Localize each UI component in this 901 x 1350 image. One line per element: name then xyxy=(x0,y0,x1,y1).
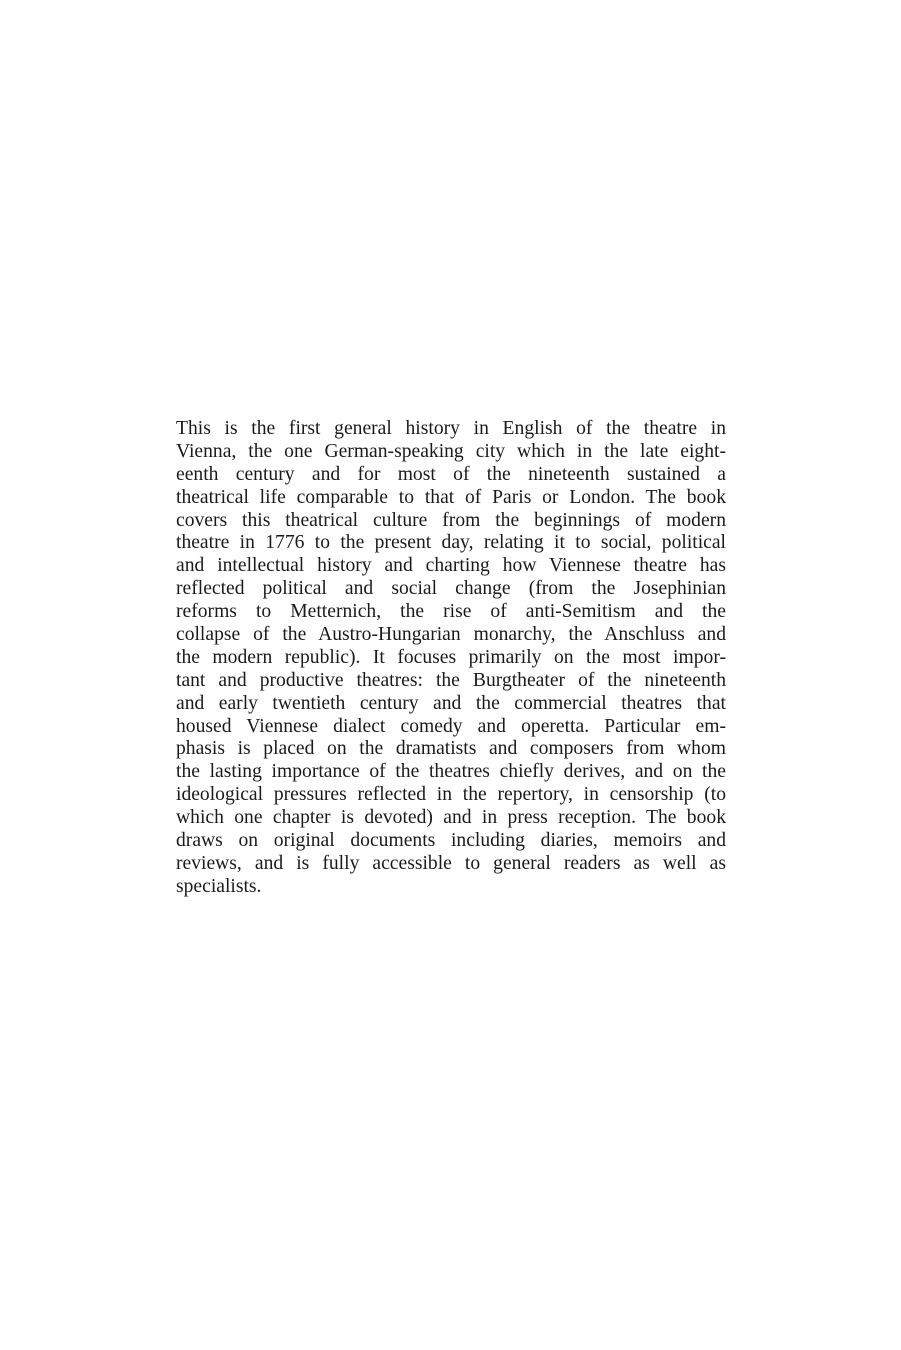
text-line: the modern republic). It focuses primarily on the most impor- xyxy=(176,646,726,668)
text-line: covers this theatrical culture from the beginnings of modern xyxy=(176,509,726,531)
book-description xyxy=(176,418,726,899)
text-line: Vienna, the one German-speaking city which in the late eight- xyxy=(176,440,726,462)
text-line: reflected political and social change (from the Josephinian xyxy=(176,578,726,600)
text-line: collapse of the Austro-Hungarian monarchy, the Anschluss and xyxy=(176,624,726,646)
text-line: tant and productive theatres: the Burgtheater of the nineteenth xyxy=(176,669,726,691)
text-line: reforms to Metternich, the rise of anti-Semitism and the xyxy=(176,601,726,623)
text-line: which one chapter is devoted) and in press reception. The book xyxy=(176,807,726,829)
text-line: theatre in 1776 to the present day, relating it to social, political xyxy=(176,532,726,554)
text-line: the lasting importance of the theatres chiefly derives, and on the xyxy=(176,761,726,783)
text-line: theatrical life comparable to that of Paris or London. The book xyxy=(176,486,726,508)
text-line: ideological pressures reflected in the repertory, in censorship (to xyxy=(176,784,726,806)
text-line: and early twentieth century and the commercial theatres that xyxy=(176,692,726,714)
text-line: draws on original documents including diaries, memoirs and xyxy=(176,830,726,852)
text-line: housed Viennese dialect comedy and operetta. Particular em- xyxy=(176,715,726,737)
text-line: eenth century and for most of the nineteenth sustained a xyxy=(176,463,726,485)
text-line: phasis is placed on the dramatists and composers from whom xyxy=(176,738,726,760)
text-line: specialists. xyxy=(176,875,262,897)
text-line: This is the first general history in English of the theatre in xyxy=(176,418,726,439)
text-line: and intellectual history and charting how Viennese theatre has xyxy=(176,555,726,577)
text-line: reviews, and is fully accessible to general readers as well as xyxy=(176,852,726,874)
